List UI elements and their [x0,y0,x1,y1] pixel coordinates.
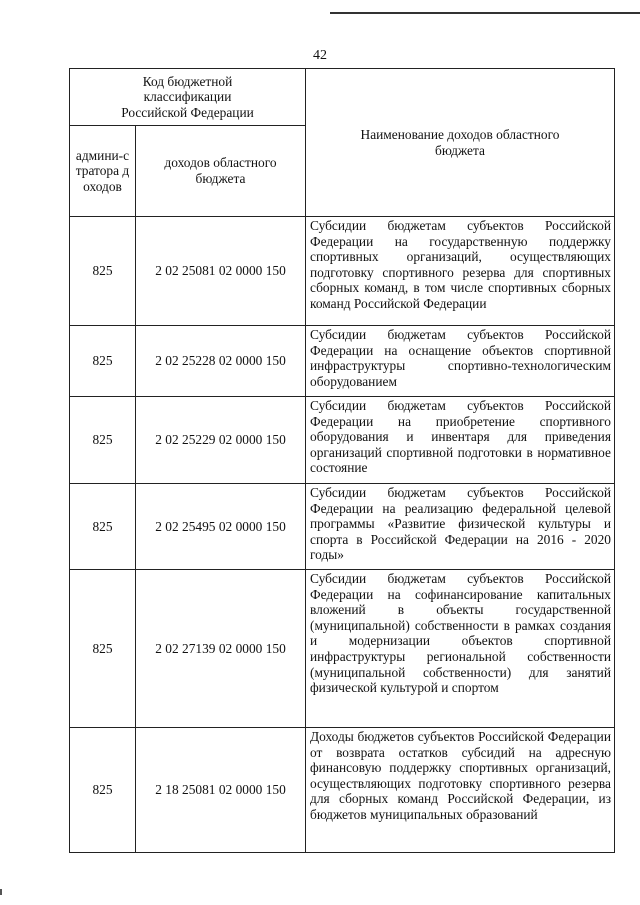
header-name-col-label: Наименование доходов областного бюджета [360,126,560,158]
header-income-col [136,126,306,217]
header-income-col-label: доходов областного бюджета [164,155,277,186]
header-code-group [70,69,306,126]
income-name-text: Доходы бюджетов субъектов Российской Федерации от возврата остатков субсидий на адресную финансовую поддержку спортивных организаций, осуществляющих подготовку спортивного резерва для сборных команд Российской Федерации, из бюджетов муниципальных образований [310,729,611,822]
budget-code-cell: 2 02 27139 02 0000 150 [136,570,306,728]
table-row [70,728,615,853]
admin-code-cell: 825 [70,728,136,853]
income-name-cell [306,397,615,484]
budget-code-cell: 2 02 25228 02 0000 150 [136,326,306,397]
income-name-cell [306,484,615,570]
budget-code-cell: 2 02 25229 02 0000 150 [136,397,306,484]
header-name-col [306,69,615,217]
budget-code-cell: 2 02 25081 02 0000 150 [136,217,306,326]
admin-code-cell: 825 [70,397,136,484]
income-name-text: Субсидии бюджетам субъектов Российской Федерации на государственную поддержку спортивных организаций, осуществляющих подготовку спортивного резерва для спортивных сборных команд, в том числе спортивных сборных команд Российской Федерации [310,218,611,311]
table-row [70,397,615,484]
table-row [70,570,615,728]
budget-classification-table [69,68,615,853]
income-name-text: Субсидии бюджетам субъектов Российской Федерации на софинансирование капитальных вложений в объекты государственной (муниципальной) собственности в рамках создания и модернизации объектов спортивной инфраструктуры региональной собственности (муниципальной собственности) для занятий физической культурой и спортом [310,571,611,696]
income-name-cell [306,570,615,728]
header-admin-col [70,126,136,217]
table-row [70,484,615,570]
income-name-cell [306,728,615,853]
scan-corner-mark [0,889,2,895]
table-row [70,326,615,397]
admin-code-cell: 825 [70,217,136,326]
admin-code-cell: 825 [70,326,136,397]
header-code-group-label: Код бюджетной классификации Российской Федерации [121,73,254,120]
income-name-cell [306,326,615,397]
page-number: 42 [313,48,327,63]
budget-code-cell: 2 02 25495 02 0000 150 [136,484,306,570]
income-name-cell [306,217,615,326]
admin-code-cell: 825 [70,570,136,728]
budget-code-cell: 2 18 25081 02 0000 150 [136,728,306,853]
scan-edge-line [330,12,640,14]
income-name-text: Субсидии бюджетам субъектов Российской Федерации на оснащение объектов спортивной инфраструктуры спортивно-технологическим оборудованием [310,327,611,389]
income-name-text: Субсидии бюджетам субъектов Российской Федерации на реализацию федеральной целевой программы «Развитие физической культуры и спорта в Российской Федерации на 2016 - 2020 годы» [310,485,611,563]
admin-code-cell: 825 [70,484,136,570]
income-name-text: Субсидии бюджетам субъектов Российской Федерации на приобретение спортивного оборудования и инвентаря для приведения организаций спортивной подготовки в нормативное состояние [310,398,611,476]
header-admin-col-label: админи-стратора доходов [75,147,130,194]
table-row [70,217,615,326]
table-header-row-1 [70,69,615,126]
